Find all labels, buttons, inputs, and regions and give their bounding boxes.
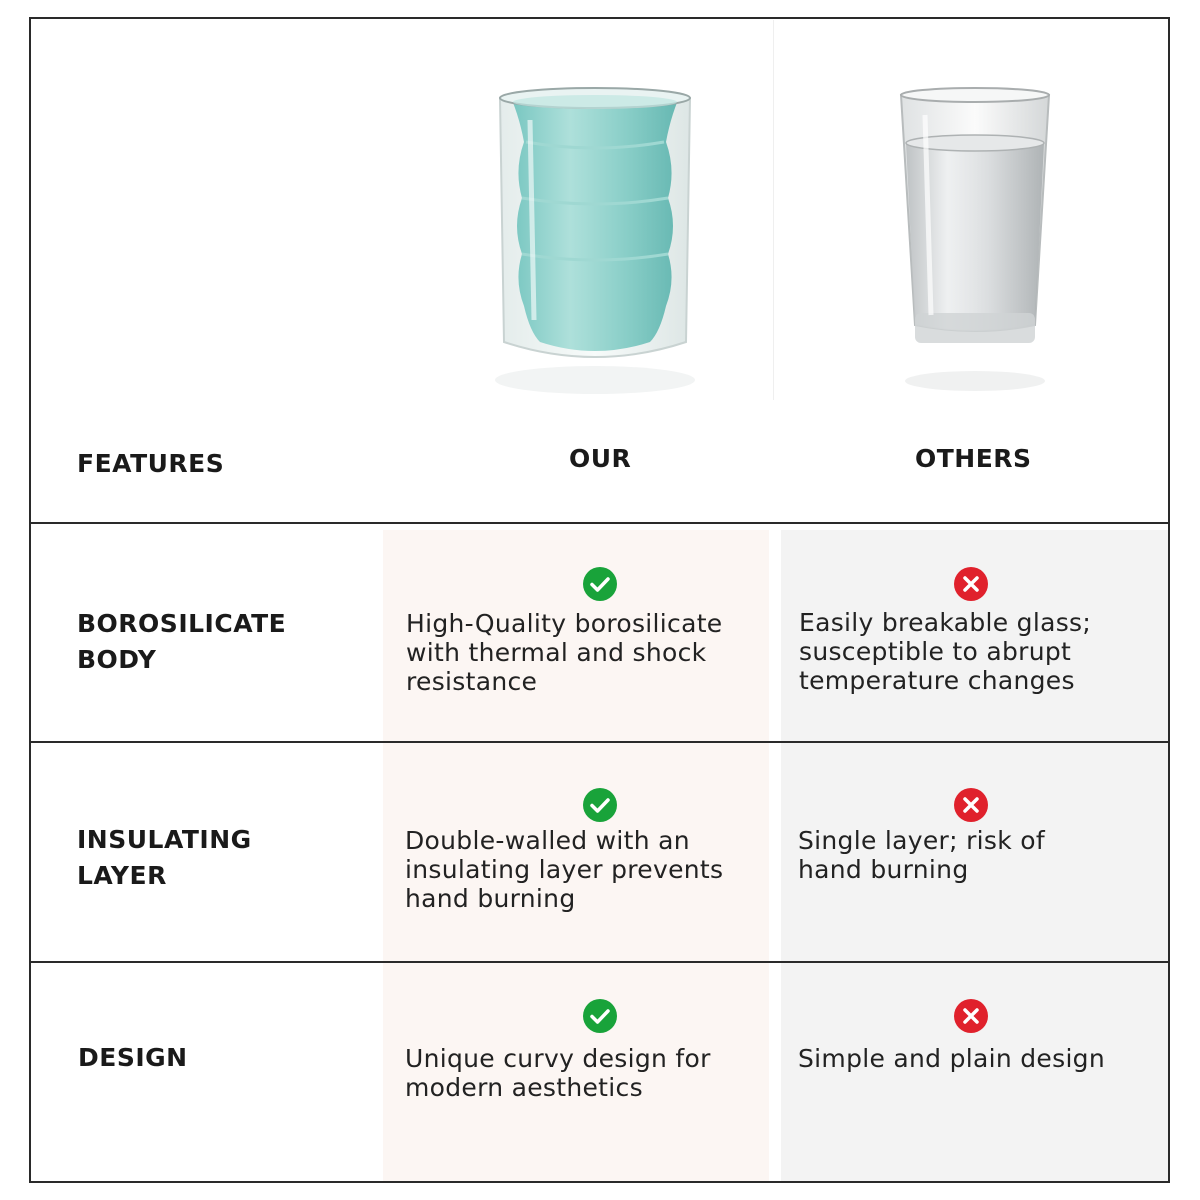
x-circle-icon xyxy=(954,999,988,1033)
others-description-design: Simple and plain design xyxy=(798,1044,1105,1073)
row-divider xyxy=(29,741,1170,743)
others-product-image xyxy=(895,85,1055,395)
others-header: OTHERS xyxy=(915,444,1032,473)
check-circle-icon xyxy=(583,788,617,822)
feature-label-line: INSULATING xyxy=(77,825,252,854)
header-column-divider xyxy=(773,20,774,400)
our-description-borosilicate: High-Quality borosilicate with thermal and shock resistance xyxy=(406,609,723,696)
feature-label-line: BOROSILICATE xyxy=(77,609,287,638)
feature-label-insulating-layer xyxy=(77,822,252,894)
our-description-design: Unique curvy design for modern aesthetics xyxy=(405,1044,711,1102)
others-description-borosilicate: Easily breakable glass; susceptible to abrupt temperature changes xyxy=(799,608,1092,695)
our-description-insulating: Double-walled with an insulating layer prevents hand burning xyxy=(405,826,724,913)
x-circle-icon xyxy=(954,567,988,601)
feature-label-line: DESIGN xyxy=(78,1043,188,1072)
our-header: OUR xyxy=(569,444,632,473)
our-product-image xyxy=(490,80,700,400)
feature-label-line: BODY xyxy=(77,645,157,674)
feature-label-borosilicate-body xyxy=(77,606,286,678)
x-circle-icon xyxy=(954,788,988,822)
row-divider xyxy=(29,961,1170,963)
feature-label-line: LAYER xyxy=(77,861,167,890)
feature-label-design xyxy=(78,1040,188,1076)
row-divider xyxy=(29,522,1170,524)
check-circle-icon xyxy=(583,567,617,601)
others-description-insulating: Single layer; risk of hand burning xyxy=(798,826,1045,884)
check-circle-icon xyxy=(583,999,617,1033)
features-header: FEATURES xyxy=(77,449,225,478)
